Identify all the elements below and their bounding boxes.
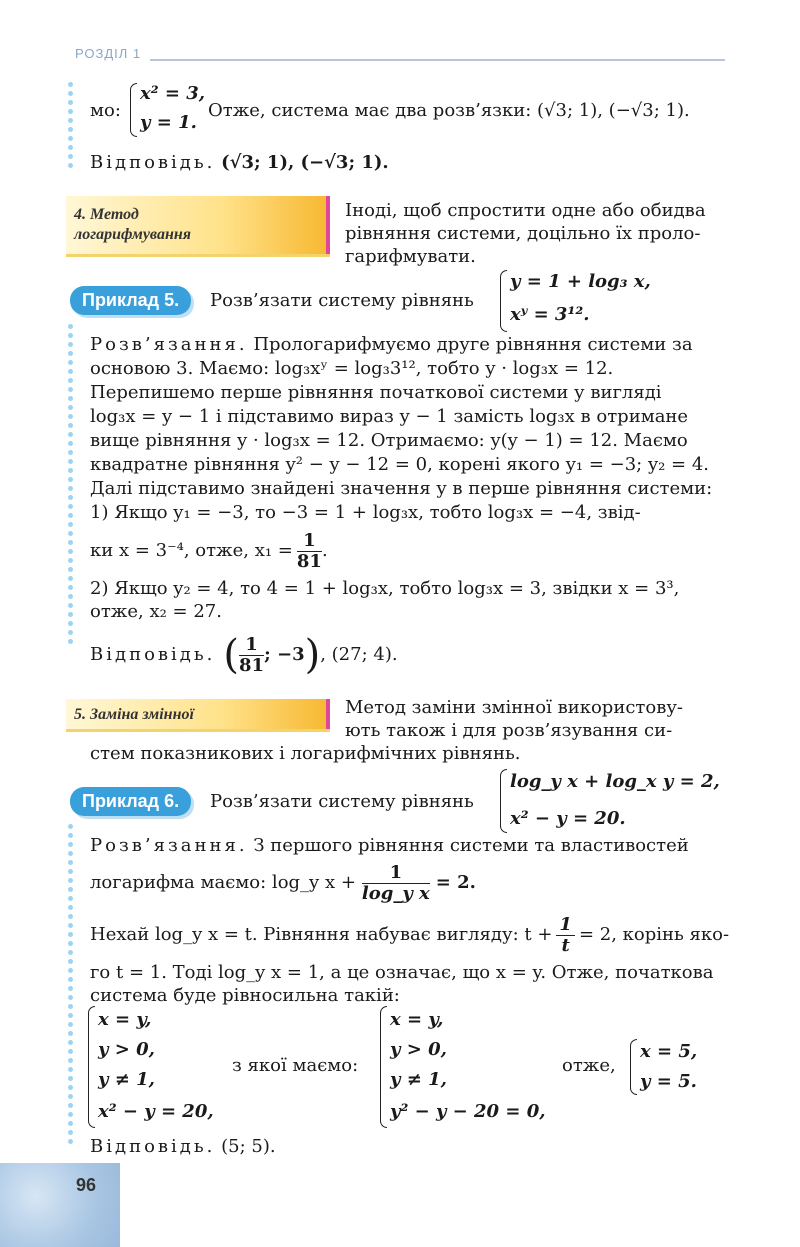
solution-text: логарифма маємо: log_y x + bbox=[90, 872, 356, 893]
solution-line: 2) Якщо y₂ = 4, то 4 = 1 + log₃x, тобто log₃x = 3, звідки x = 3³, bbox=[90, 578, 680, 599]
fraction-denominator: 81 bbox=[296, 550, 322, 572]
solution-text: = 2. bbox=[435, 872, 476, 893]
answer-value: , (27; 4). bbox=[320, 644, 398, 665]
fraction bbox=[556, 915, 575, 956]
system-row: x² − y = 20, bbox=[98, 1101, 214, 1122]
method4-intro: рівняння системи, доцільно їх проло- bbox=[345, 223, 701, 244]
answer-label: Відповідь. bbox=[90, 152, 216, 173]
solution-line: го t = 1. Тоді log_y x = 1, а це означає, що x = y. Отже, початкова bbox=[90, 962, 714, 983]
margin-dots bbox=[66, 324, 76, 648]
system-row: y = 1 + log₃ x, bbox=[510, 271, 651, 292]
answer-value: ; −3 bbox=[264, 644, 305, 665]
answer-label: Відповідь. bbox=[90, 644, 216, 665]
solution-line bbox=[90, 334, 693, 356]
solution-line: система буде рівносильна такій: bbox=[90, 985, 400, 1006]
system-row: x = y, bbox=[98, 1009, 152, 1030]
answer-line bbox=[90, 152, 389, 174]
fraction bbox=[239, 635, 264, 676]
system-row: x = y, bbox=[390, 1009, 444, 1030]
system-brace bbox=[500, 270, 507, 332]
section-header: РОЗДІЛ 1 bbox=[75, 46, 142, 61]
decorative-corner bbox=[0, 1163, 120, 1247]
system-row: x² − y = 20. bbox=[510, 808, 626, 829]
solution-label: Розв’язання. bbox=[90, 835, 248, 856]
example6-task: Розв’язати систему рівнянь bbox=[210, 791, 474, 812]
fraction-numerator: 1 bbox=[239, 635, 264, 656]
system-row: y = 1. bbox=[140, 112, 197, 133]
method5-title: 5. Заміна змінної bbox=[74, 706, 194, 723]
fraction-denominator: t bbox=[561, 934, 570, 956]
system-brace bbox=[380, 1006, 387, 1128]
solution-text: З першого рівняння системи та властивостей bbox=[253, 835, 689, 856]
fraction-denominator: log_y x bbox=[361, 882, 430, 904]
method5-intro: стем показникових і логарифмічних рівнянь. bbox=[90, 743, 521, 764]
solution-line: Далі підставимо знайдені значення y в перше рівняння системи: bbox=[90, 478, 713, 499]
system-row: y > 0, bbox=[98, 1039, 155, 1060]
fraction bbox=[297, 531, 322, 572]
system-row: x² = 3, bbox=[140, 83, 206, 104]
solution-text: ки x = 3⁻⁴, отже, x₁ = bbox=[90, 540, 293, 561]
system-brace bbox=[630, 1039, 637, 1095]
header-rule bbox=[150, 59, 725, 61]
otzhe-text: отже, bbox=[562, 1055, 616, 1076]
system-row: x = 5, bbox=[640, 1041, 698, 1062]
method4-title: 4. Метод bbox=[74, 206, 139, 223]
page-number: 96 bbox=[76, 1175, 97, 1195]
answer-line: Відповідь. ( $\frac{1}{81}$ ; −3 ) , (27; 4). bbox=[90, 632, 398, 678]
solution-line: отже, x₂ = 27. bbox=[90, 601, 222, 622]
solution-text: Прологарифмуємо друге рівняння системи за bbox=[253, 334, 693, 355]
system-brace bbox=[500, 769, 507, 833]
method4-intro: Іноді, щоб спростити одне або обидва bbox=[345, 200, 706, 221]
solution-text: = 2, корінь яко- bbox=[578, 924, 730, 945]
example6-label: Приклад 6. bbox=[70, 787, 191, 816]
solution-text: Нехай log_y x = t. Рівняння набуває вигляду: t + bbox=[90, 924, 553, 945]
answer-label: Відповідь. bbox=[90, 1136, 216, 1157]
example5-task: Розв’язати систему рівнянь bbox=[210, 290, 474, 311]
solution-line: вище рівняння y · log₃x = 12. Отримаємо: y(y − 1) = 12. Маємо bbox=[90, 430, 688, 451]
fraction-denominator: 81 bbox=[239, 654, 265, 676]
answer-line bbox=[90, 1136, 276, 1158]
fraction-numerator: 1 bbox=[556, 915, 575, 936]
method4-intro: гарифмувати. bbox=[345, 246, 476, 267]
fraction-numerator: 1 bbox=[362, 863, 430, 884]
fraction-numerator: 1 bbox=[297, 531, 322, 552]
block1-text: Отже, система має два розв’язки: (√3; 1), (−√3; 1). bbox=[208, 100, 690, 121]
system-row: y ≠ 1, bbox=[390, 1069, 447, 1090]
solution-line: квадратне рівняння y² − y − 12 = 0, корені якого y₁ = −3; y₂ = 4. bbox=[90, 454, 710, 475]
method4-banner bbox=[66, 196, 330, 254]
system-row: y ≠ 1, bbox=[98, 1069, 155, 1090]
method5-intro: Метод заміни змінної використову- bbox=[345, 697, 684, 718]
system-brace bbox=[88, 1006, 95, 1128]
solution-line bbox=[90, 858, 476, 908]
method5-banner bbox=[66, 699, 330, 729]
system-row: y² − y − 20 = 0, bbox=[390, 1101, 546, 1122]
solution-line: log₃x = y − 1 і підставимо вираз y − 1 замість log₃x в отримане bbox=[90, 406, 689, 427]
method4-title: логарифмування bbox=[74, 226, 191, 243]
system-row: log_y x + log_x y = 2, bbox=[510, 771, 720, 792]
solution-line bbox=[90, 835, 689, 857]
answer-value: (√3; 1), (−√3; 1). bbox=[221, 152, 389, 173]
mid-text: з якої маємо: bbox=[232, 1055, 359, 1076]
system-row: xʸ = 3¹². bbox=[510, 304, 590, 325]
solution-line: Перепишемо перше рівняння початкової системи у вигляді bbox=[90, 382, 662, 403]
solution-label: Розв’язання. bbox=[90, 334, 248, 355]
solution-line bbox=[90, 912, 729, 958]
solution-line: основою 3. Маємо: log₃xʸ = log₃3¹², тобто y · log₃x = 12. bbox=[90, 358, 614, 379]
margin-dots bbox=[66, 824, 76, 1148]
method5-intro: ють також і для розв’язування си- bbox=[345, 720, 673, 741]
system-row: y = 5. bbox=[640, 1071, 697, 1092]
answer-value: (5; 5). bbox=[221, 1136, 276, 1157]
example5-label: Приклад 5. bbox=[70, 286, 191, 315]
system-row: y > 0, bbox=[390, 1039, 447, 1060]
margin-dots bbox=[66, 82, 76, 172]
solution-line: ки x = 3⁻⁴, отже, x₁ = $\frac{1}{81}$ . bbox=[90, 529, 328, 572]
solution-line: 1) Якщо y₁ = −3, то −3 = 1 + log₃x, тобто log₃x = −4, звід- bbox=[90, 502, 641, 523]
block1-mo: мо: bbox=[90, 100, 121, 121]
system-brace bbox=[130, 83, 137, 137]
fraction bbox=[362, 863, 430, 904]
